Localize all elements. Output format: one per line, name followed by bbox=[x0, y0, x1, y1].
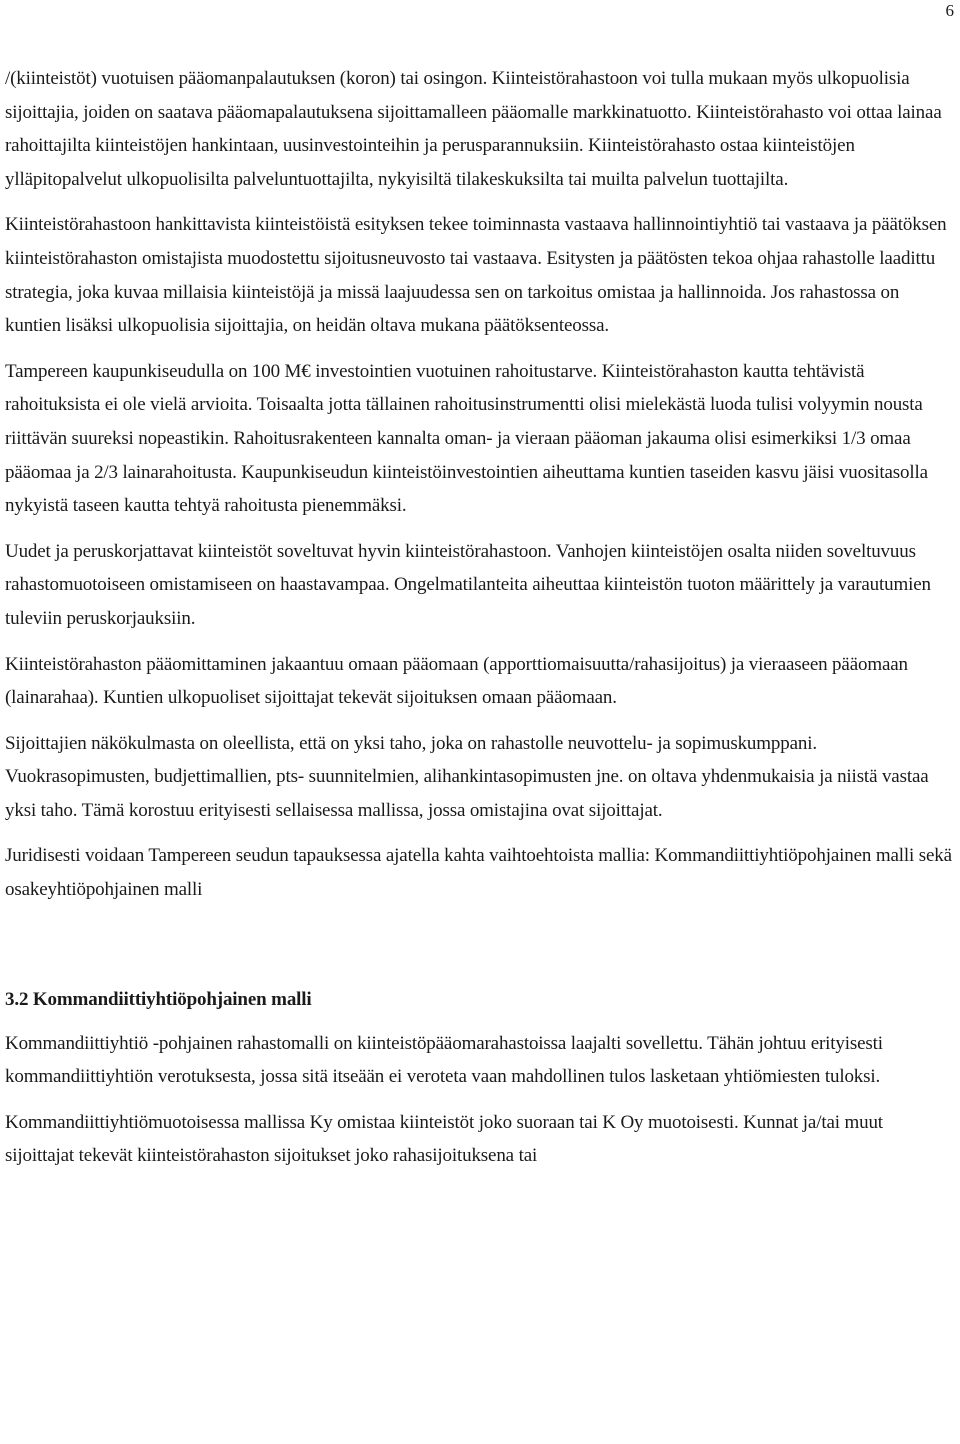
section-heading: 3.2 Kommandiittiyhtiöpohjainen malli bbox=[5, 988, 312, 1010]
paragraph-acquisition-decisions: Kiinteistörahastoon hankittavista kiinteistöistä esityksen tekee toiminnasta vastaava hallinnointiyhtiö tai vastaava ja päätöksen kiinteistörahaston omistajista muodostettu sijoitusneuvosto tai vastaava. Esitysten ja päätösten tekoa ohjaa rahastolle laadittu strategia, joka kuvaa millaisia kiinteistöjä ja missä laajuudessa sen on tarkoitus omistaa ja hallinnoida. Jos rahastossa on kuntien lisäksi ulkopuolisia sijoittajia, on heidän oltava mukana päätöksenteossa. bbox=[5, 214, 947, 337]
page-number: 6 bbox=[945, 1, 954, 20]
paragraph-fund-returns-and-investors: /(kiinteistöt) vuotuisen pääomanpalautuksen (koron) tai osingon. Kiinteistörahastoon voi tulla mukaan myös ulkopuolisia sijoittajia, joiden on saatava pääomapalautuksena sijoittamalleen pääomalle markkinatuotto. Kiinteistörahasto voi ottaa lainaa rahoittajilta kiinteistöjen hankintaan, uusinvestointeihin ja perusparannuksiin. Kiinteistörahasto ostaa kiinteistöjen ylläpitopalvelut ulkopuolisilta palveluntuottajilta, nykyisiltä tilakeskuksilta tai muilta palvelun tuottajilta. bbox=[5, 68, 942, 190]
paragraph-investor-perspective: Sijoittajien näkökulmasta on oleellista, että on yksi taho, joka on rahastolle neuvottelu- ja sopimuskumppani. Vuokrasopimusten, budjettimallien, pts- suunnitelmien, alihankintasopimusten jne. on oltava yhdenmukaisia ja niistä vastaa yksi taho. Tämä korostuu erityisesti sellaisessa mallissa, jossa omistajina ovat sijoittajat. bbox=[5, 732, 929, 821]
paragraph-capitalization: Kiinteistörahaston pääomittaminen jakaantuu omaan pääomaan (apporttiomaisuutta/rahasijoitus) ja vieraaseen pääomaan (lainarahaa). Kuntien ulkopuoliset sijoittajat tekevät sijoituksen omaan pääomaan. bbox=[5, 653, 908, 709]
paragraph-property-suitability: Uudet ja peruskorjattavat kiinteistöt soveltuvat hyvin kiinteistörahastoon. Vanhojen kiinteistöjen osalta niiden soveltuvuus rahastomuotoiseen omistamiseen on haastavampaa. Ongelmatilanteita aiheuttaa kiinteistön tuoton määrittely ja varautumien tuleviin peruskorjauksiin. bbox=[5, 540, 931, 629]
paragraph-limited-partnership-ownership: Kommandiittiyhtiömuotoisessa mallissa Ky omistaa kiinteistöt joko suoraan tai K Oy muotoisesti. Kunnat ja/tai muut sijoittajat tekevät kiinteistörahaston sijoitukset joko rahasijoituksena tai bbox=[5, 1111, 883, 1167]
paragraph-limited-partnership-model: Kommandiittiyhtiö -pohjainen rahastomalli on kiinteistöpääomarahastoissa laajalti sovellettu. Tähän johtuu erityisesti kommandiittiyhtiön verotuksesta, jossa sitä itseään ei veroteta vaan mahdollinen tulos lasketaan yhtiömiesten tuloksi. bbox=[5, 1032, 883, 1088]
paragraph-legal-models: Juridisesti voidaan Tampereen seudun tapauksessa ajatella kahta vaihtoehtoista mallia: Kommandiittiyhtiöpohjainen malli sekä osakeyhtiöpohjainen malli bbox=[5, 845, 952, 901]
paragraph-financing-need: Tampereen kaupunkiseudulla on 100 M€ investointien vuotuinen rahoitustarve. Kiinteistörahaston kautta tehtävistä rahoituksista ei ole vielä arvioita. Toisaalta jotta tällainen rahoitusinstrumentti olisi mielekästä luoda tulisi volyymin nousta riittävän suureksi nopeastikin. Rahoitusrakenteen kannalta oman- ja vieraan pääoman jakauma olisi esimerkiksi 1/3 omaa pääomaa ja 2/3 lainarahoitusta. Kaupunkiseudun kiinteistöinvestointien aiheuttama kuntien taseiden kasvu jäisi vuositasolla nykyistä taseen kautta tehtyä rahoitusta pienemmäksi. bbox=[5, 360, 928, 517]
document-body bbox=[5, 62, 953, 1173]
